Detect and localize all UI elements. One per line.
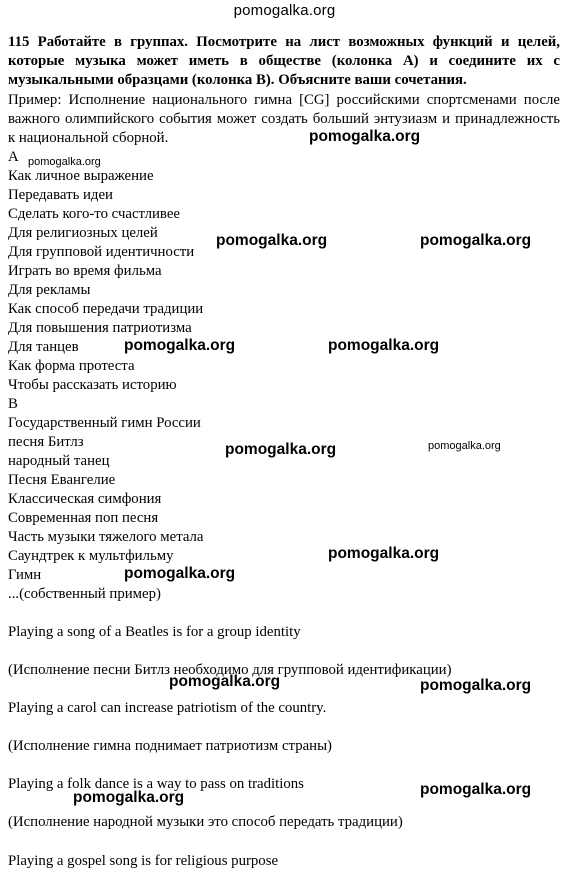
column-b-item: ...(собственный пример) [8, 586, 161, 602]
watermark: pomogalka.org [124, 337, 236, 354]
watermark: pomogalka.org [328, 545, 440, 562]
watermark: pomogalka.org [216, 232, 328, 249]
column-b-item: Саундтрек к мультфильму [8, 548, 174, 564]
column-a-item: Играть во время фильма [8, 263, 162, 279]
column-b-item: Песня Евангелие [8, 472, 116, 488]
answer-line: Playing a carol can increase patriotism of the country. [8, 700, 327, 716]
answer-line: Playing a folk dance is a way to pass on traditions [8, 776, 304, 792]
column-a-item: Для повышения патриотизма [8, 320, 192, 336]
watermark: pomogalka.org [328, 337, 440, 354]
column-a-item: Чтобы рассказать историю [8, 377, 177, 393]
column-b-item: Классическая симфония [8, 491, 162, 507]
watermark: pomogalka.org [225, 441, 337, 458]
answer-translation: (Исполнение песни Битлз необходимо для групповой идентификации) [8, 662, 452, 678]
task-instructions: 115 Работайте в группах. Посмотрите на лист возможных функций и целей, которые музыка может иметь в обществе (колонка А) и соедините их с музыкальными образцами (колонка В). Объясните ваши сочетания. [8, 34, 560, 88]
column-a-item: Для рекламы [8, 282, 91, 298]
answer-line: Playing a song of a Beatles is for a group identity [8, 624, 301, 640]
watermark: pomogalka.org [420, 781, 532, 798]
answer-line: Playing a gospel song is for religious purpose [8, 853, 279, 869]
column-b-item: Современная поп песня [8, 510, 159, 526]
column-a-item: Как способ передачи традиции [8, 301, 204, 317]
column-a-item: Для групповой идентичности [8, 244, 195, 260]
watermark: pomogalka.org [73, 789, 185, 806]
column-b-item: Часть музыки тяжелого метала [8, 529, 204, 545]
answer-translation: (Исполнение народной музыки это способ передать традиции) [8, 814, 403, 830]
column-a-item: Передавать идеи [8, 187, 113, 203]
column-a-item: Как личное выражение [8, 168, 154, 184]
watermark: pomogalka.org [124, 565, 236, 582]
column-a-item: Для религиозных целей [8, 225, 158, 241]
example-paragraph: Пример: Исполнение национального гимна [CG] российскими спортсменами после важного олимпийского события может создать больший энтузиазм и принадлежность к национальной сборной. [8, 92, 560, 146]
answer-translation: (Исполнение гимна поднимает патриотизм страны) [8, 738, 332, 754]
watermark: pomogalka.org [420, 232, 532, 249]
header-watermark: pomogalka.org [233, 2, 336, 19]
column-a-item: Как форма протеста [8, 358, 135, 374]
watermark: pomogalka.org [428, 440, 501, 452]
column-b-item: Гимн [8, 567, 42, 583]
column-a-item: Сделать кого-то счастливее [8, 206, 180, 222]
column-b-item: народный танец [8, 453, 110, 469]
watermark: pomogalka.org [169, 673, 281, 690]
column-a-heading: А [8, 149, 19, 165]
column-b-item: Государственный гимн России [8, 415, 201, 431]
column-a-item: Для танцев [8, 339, 79, 355]
watermark: pomogalka.org [28, 156, 101, 168]
column-b-item: песня Битлз [8, 434, 84, 450]
watermark: pomogalka.org [309, 128, 421, 145]
column-b-heading: В [8, 396, 18, 412]
watermark: pomogalka.org [420, 677, 532, 694]
